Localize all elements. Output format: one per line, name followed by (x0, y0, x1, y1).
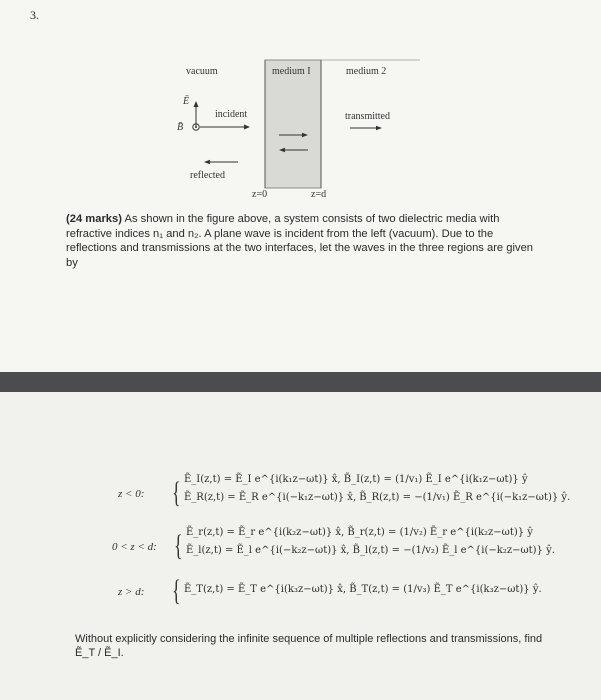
region1-brace: { (172, 476, 181, 509)
region3-equation-1: Ẽ_T(z,t) = Ẽ_T e^{i(k₃z−ωt)} x̂, B̃_T(z,t) = (1/v₃) Ẽ_T e^{i(k₃z−ωt)} ŷ. (184, 584, 542, 595)
region2-brace: { (174, 529, 183, 562)
vacuum-label: vacuum (186, 66, 218, 77)
e-vector-label: Ē (183, 96, 190, 107)
wave-figure (0, 0, 601, 210)
region1-condition: z < 0: (118, 488, 145, 500)
reflected-arrowhead (204, 160, 210, 164)
marks-label: (24 marks) (66, 213, 122, 225)
medium1-label: medium I (272, 66, 311, 77)
medium1-slab (265, 60, 321, 188)
b-vector-label: B̄ (177, 122, 184, 133)
zd-label: z=d (311, 189, 327, 200)
z0-label: z=0 (252, 189, 268, 200)
region1-equation-1: Ẽ_I(z,t) = Ẽ_I e^{i(k₁z−ωt)} x̂, B̃_I(z,t) = (1/v₁) Ẽ_I e^{i(k₁z−ωt)} ŷ (184, 474, 528, 485)
medium2-label: medium 2 (346, 66, 387, 77)
incident-label: incident (215, 109, 248, 120)
b-field-dot (195, 126, 197, 128)
region3-brace: { (172, 574, 181, 607)
reflected-label: reflected (190, 170, 225, 181)
transmitted-label: transmitted (345, 111, 390, 122)
question-text: Without explicitly considering the infinite sequence of multiple reflections and transmissions, find Ẽ_T / Ẽ_I. (75, 633, 543, 659)
problem-statement (66, 212, 536, 270)
region3-condition: z > d: (118, 586, 145, 598)
dark-band (0, 372, 601, 392)
transmitted-arrowhead (376, 126, 382, 130)
region2-condition: 0 < z < d: (112, 541, 157, 553)
problem-text: As shown in the figure above, a system consists of two dielectric media with refractive indices n₁ and n₂. A plane wave is incident from the left (vacuum). Due to the reflections and transmissions at the two interfaces, let the waves in the three regions are given by (66, 213, 534, 269)
question-number: 3. (30, 8, 39, 22)
region2-equation-1: Ẽ_r(z,t) = Ẽ_r e^{i(k₂z−ωt)} x̂, B̃_r(z,t) = (1/v₂) Ẽ_r e^{i(k₂z−ωt)} ŷ (186, 527, 533, 538)
e-field-arrowhead (194, 101, 199, 107)
incident-arrowhead (244, 125, 250, 130)
region1-equation-2: Ẽ_R(z,t) = Ẽ_R e^{i(−k₁z−ωt)} x̂, B̃_R(z,t) = −(1/v₁) Ẽ_R e^{i(−k₁z−ωt)} ŷ. (184, 492, 571, 503)
region2-equation-2: Ẽ_l(z,t) = Ẽ_l e^{i(−k₂z−ωt)} x̂, B̃_l(z,t) = −(1/v₂) Ẽ_l e^{i(−k₂z−ωt)} ŷ. (186, 545, 555, 556)
